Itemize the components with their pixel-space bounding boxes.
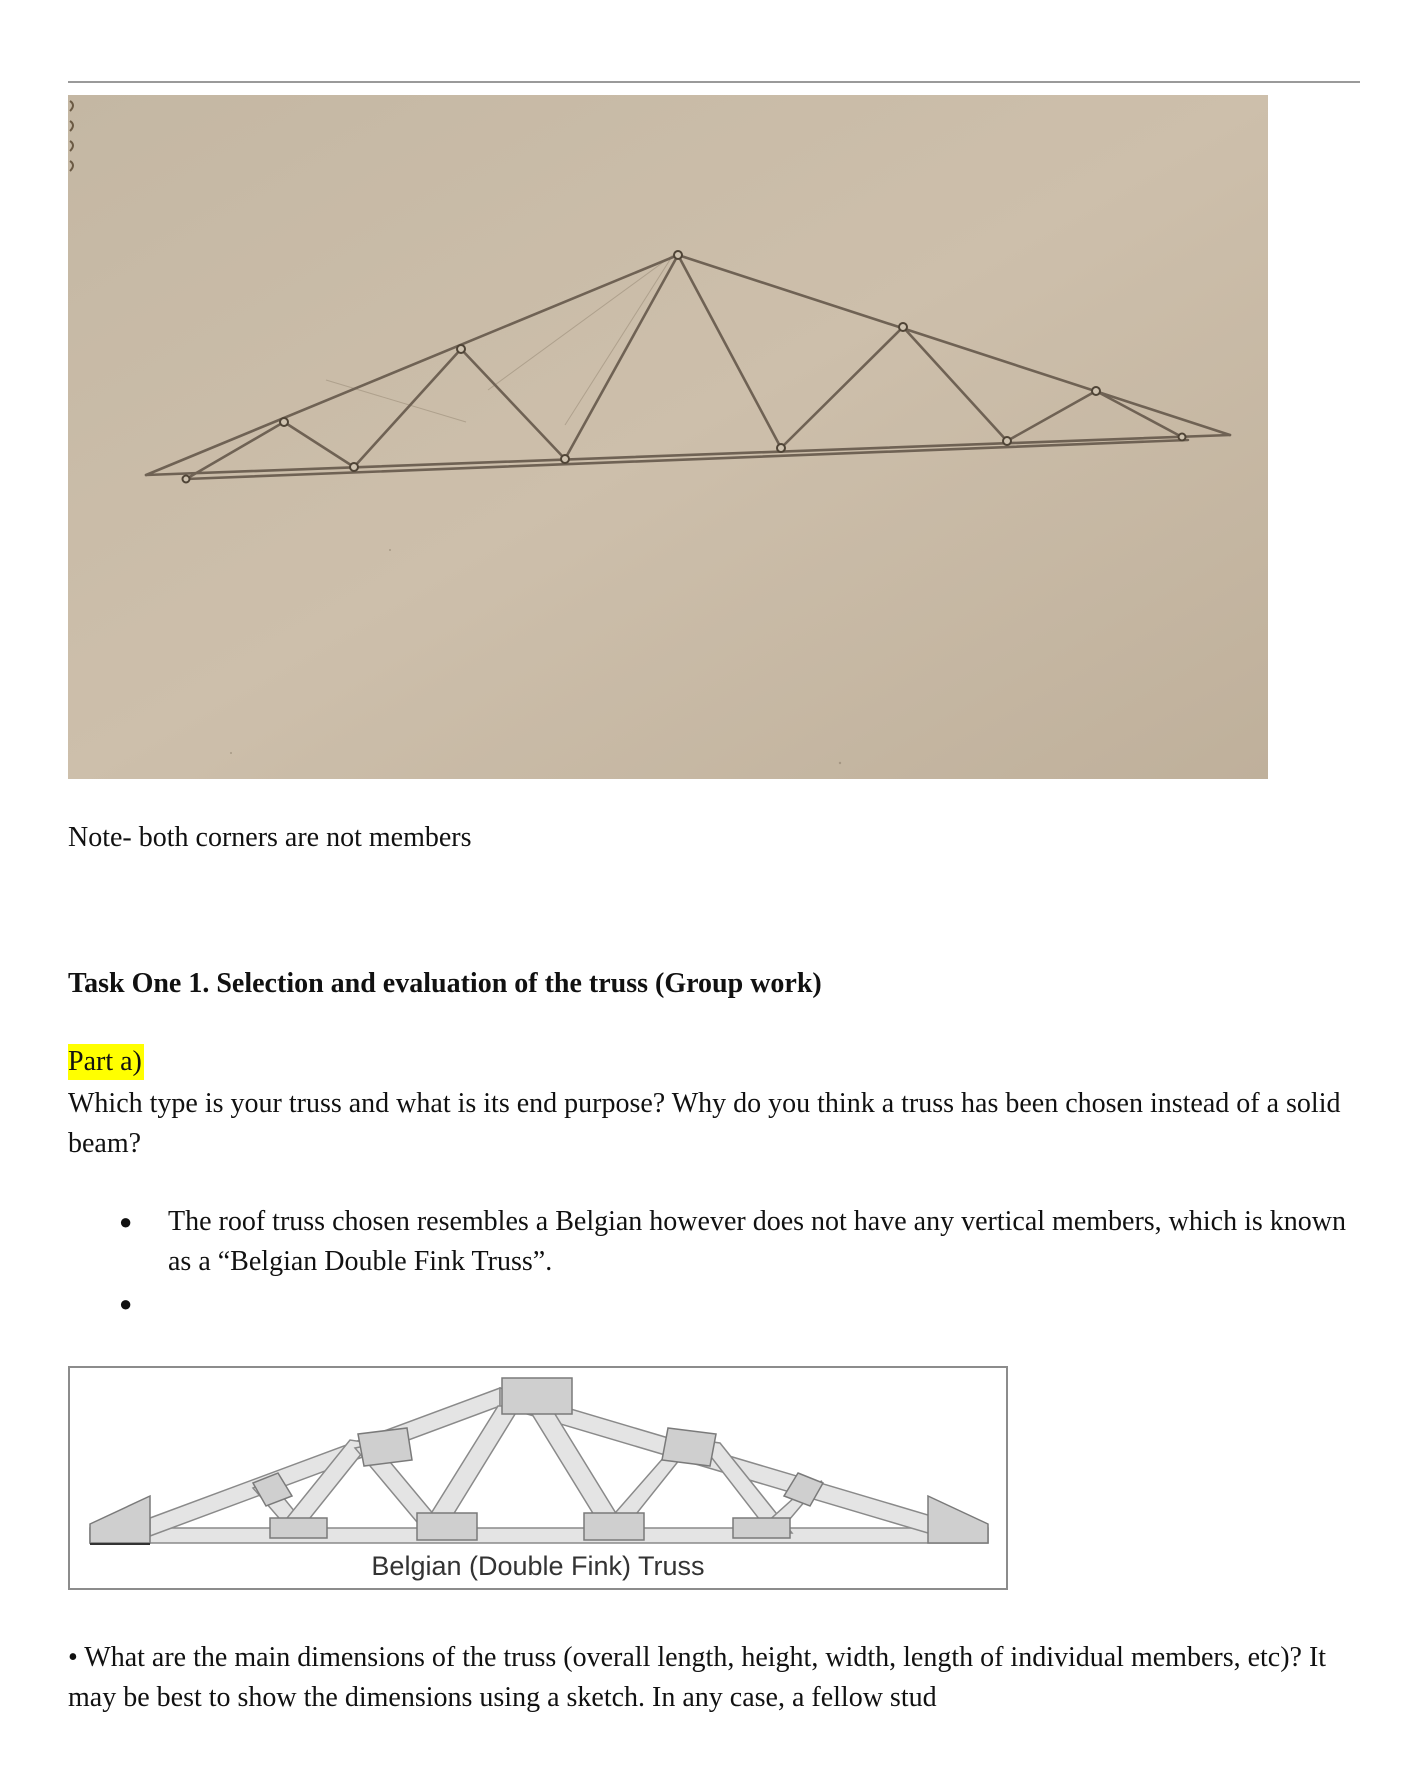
photo-note: Note- both corners are not members xyxy=(68,822,472,853)
truss-model-photo xyxy=(68,95,1268,779)
belgian-truss-diagram xyxy=(68,1366,1008,1590)
bullet-text: The roof truss chosen resembles a Belgian however does not have any vertical members, which is known as a “Belgian Double Fink Truss”. xyxy=(168,1206,1346,1277)
part-a-question: Which type is your truss and what is its end purpose? Why do you think a truss has been chosen instead of a solid beam? xyxy=(68,1088,1341,1159)
part-a-label: Part a) xyxy=(68,1044,144,1080)
diagram-caption: Belgian (Double Fink) Truss xyxy=(371,1551,705,1581)
task-heading: Task One 1. Selection and evaluation of the truss (Group work) xyxy=(68,968,822,999)
header-rule xyxy=(68,81,1360,83)
dimensions-question: • What are the main dimensions of the truss (overall length, height, width, length of individual members, etc)? It may be best to show the dimensions using a sketch. In any case, a fellow stud xyxy=(68,1642,1327,1713)
bullet-icon: ● xyxy=(119,1209,133,1234)
bullet-icon: ● xyxy=(119,1291,133,1316)
list-item xyxy=(0,1202,1406,1282)
list-item xyxy=(0,1284,1406,1324)
